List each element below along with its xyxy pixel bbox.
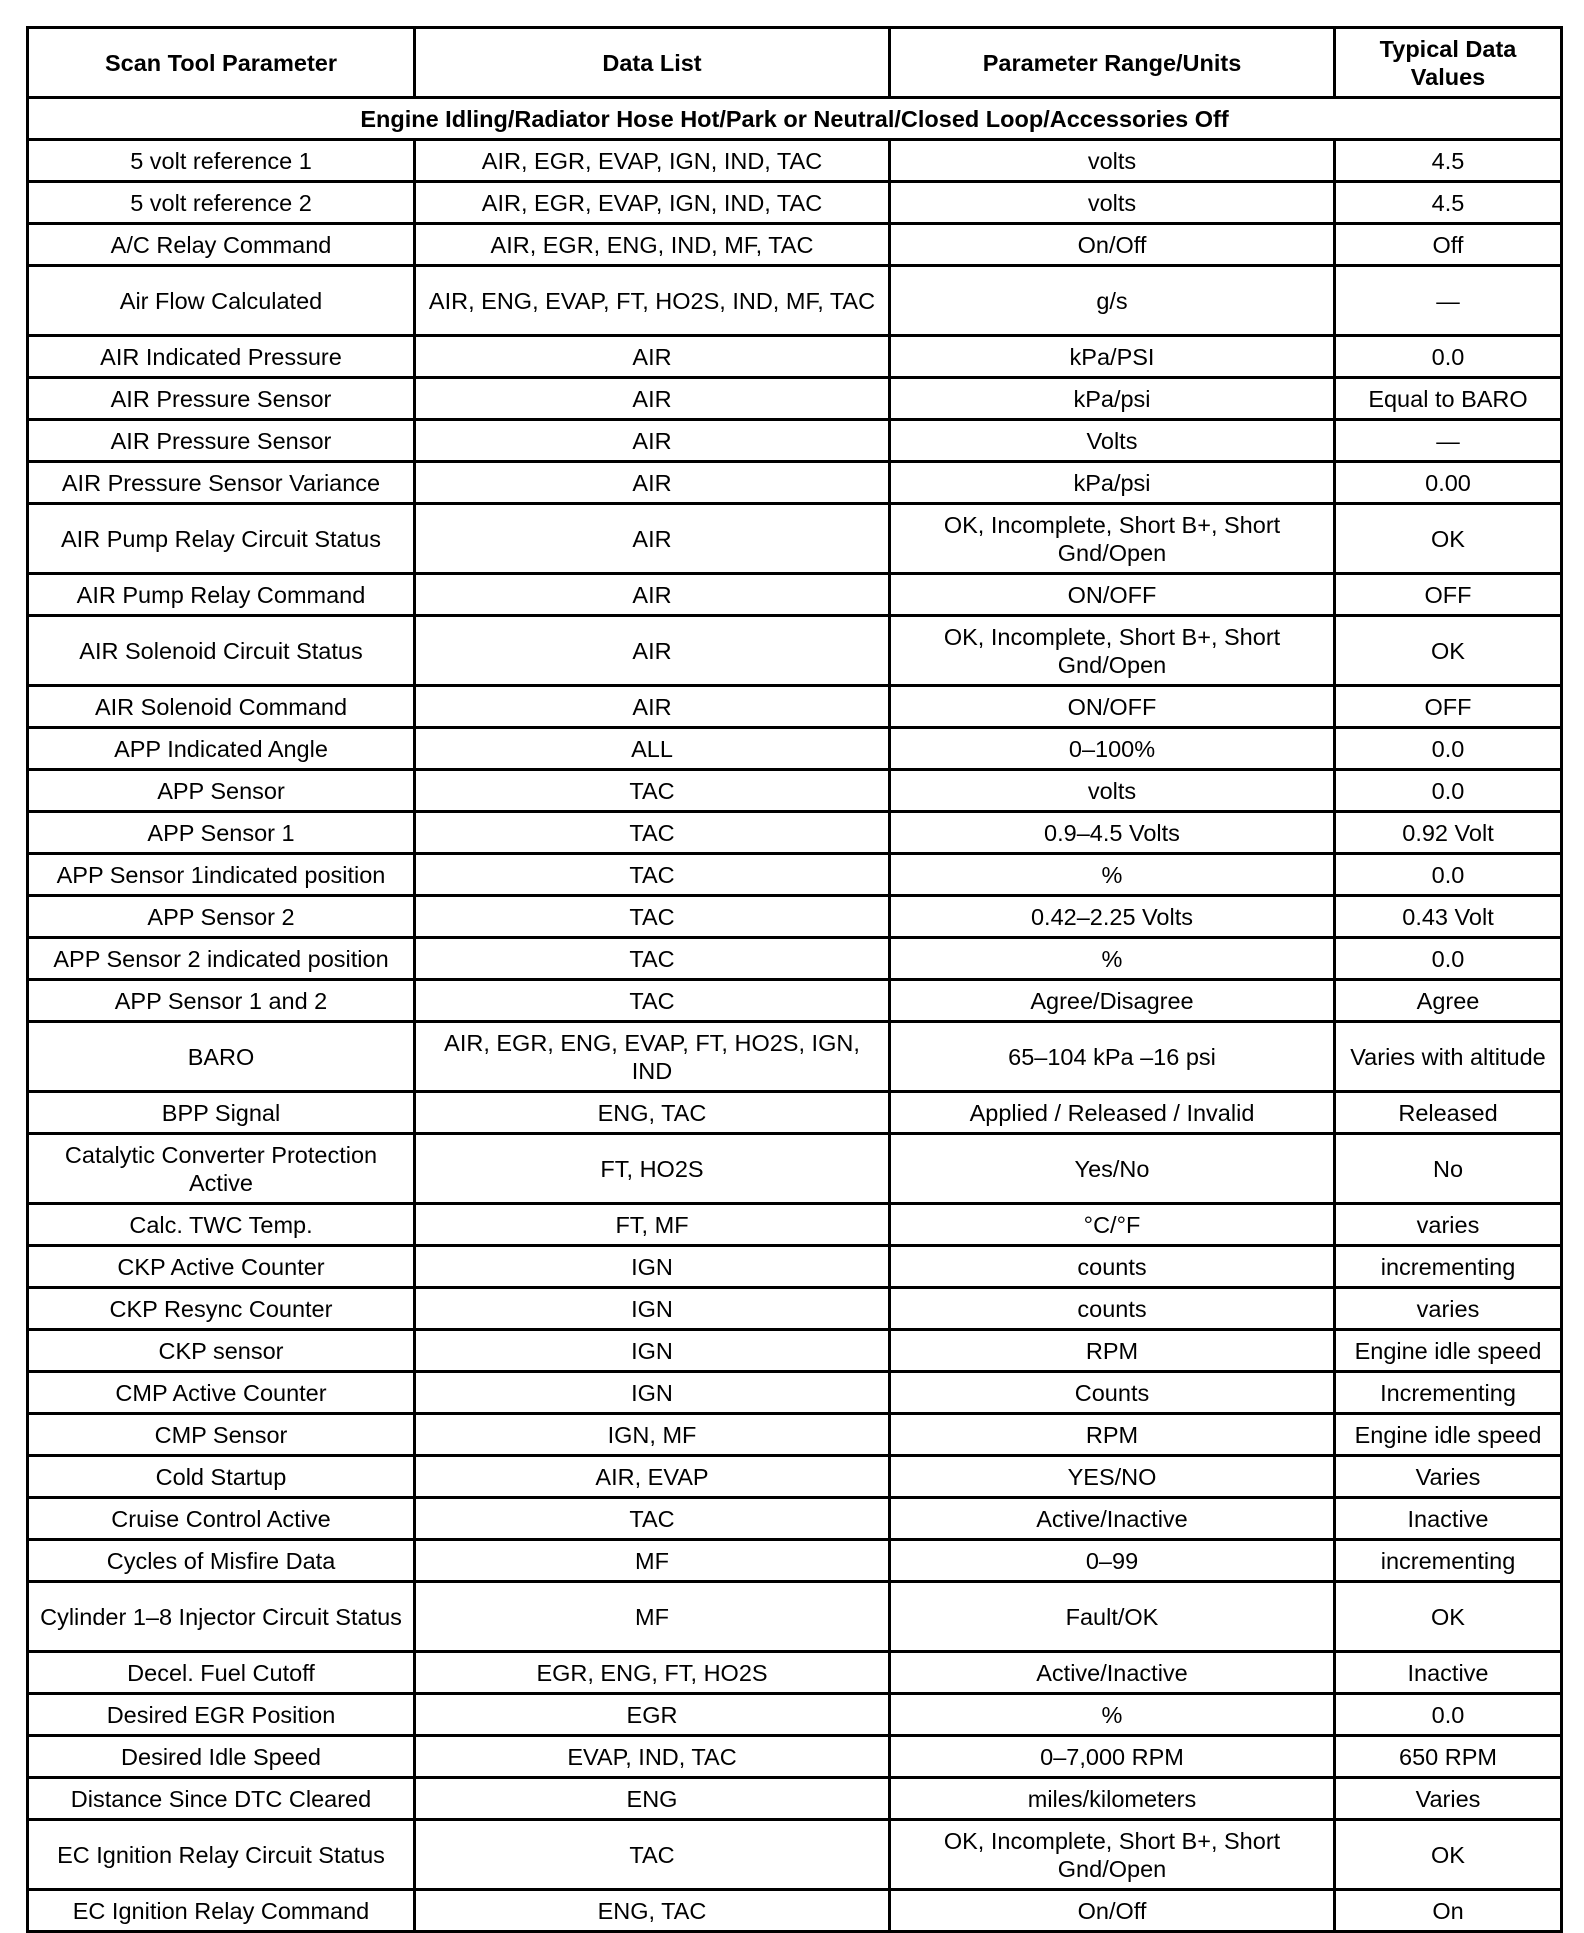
cell-data-list: MF — [415, 1540, 890, 1582]
cell-range-units: OK, Incomplete, Short B+, Short Gnd/Open — [890, 616, 1335, 686]
cell-range-units: 0.42–2.25 Volts — [890, 896, 1335, 938]
cell-typical-value: 0.0 — [1335, 938, 1562, 980]
header-row — [28, 28, 1562, 98]
cell-parameter: AIR Pressure Sensor — [28, 420, 415, 462]
table-row — [28, 1820, 1562, 1890]
cell-typical-value: 4.5 — [1335, 182, 1562, 224]
table-row — [28, 770, 1562, 812]
cell-range-units: g/s — [890, 266, 1335, 336]
cell-range-units: kPa/psi — [890, 462, 1335, 504]
cell-parameter: EC Ignition Relay Circuit Status — [28, 1820, 415, 1890]
cell-typical-value: Varies — [1335, 1778, 1562, 1820]
table-row — [28, 938, 1562, 980]
cell-typical-value: OFF — [1335, 686, 1562, 728]
cell-range-units: On/Off — [890, 1890, 1335, 1932]
cell-typical-value: OK — [1335, 504, 1562, 574]
cell-parameter: Desired EGR Position — [28, 1694, 415, 1736]
cell-data-list: AIR, EGR, ENG, EVAP, FT, HO2S, IGN, IND — [415, 1022, 890, 1092]
cell-typical-value: Inactive — [1335, 1652, 1562, 1694]
cell-typical-value: Varies — [1335, 1456, 1562, 1498]
cell-parameter: CKP Resync Counter — [28, 1288, 415, 1330]
cell-data-list: AIR — [415, 462, 890, 504]
cell-range-units: YES/NO — [890, 1456, 1335, 1498]
cell-typical-value: — — [1335, 266, 1562, 336]
cell-parameter: APP Sensor 2 — [28, 896, 415, 938]
table-row — [28, 140, 1562, 182]
cell-parameter: Cold Startup — [28, 1456, 415, 1498]
cell-parameter: APP Indicated Angle — [28, 728, 415, 770]
table-row — [28, 1652, 1562, 1694]
cell-data-list: IGN — [415, 1288, 890, 1330]
cell-typical-value: OK — [1335, 616, 1562, 686]
cell-range-units: counts — [890, 1288, 1335, 1330]
cell-data-list: IGN, MF — [415, 1414, 890, 1456]
table-row — [28, 980, 1562, 1022]
table-row — [28, 1372, 1562, 1414]
table-row — [28, 420, 1562, 462]
cell-range-units: 0–100% — [890, 728, 1335, 770]
cell-parameter: AIR Solenoid Circuit Status — [28, 616, 415, 686]
cell-parameter: Cruise Control Active — [28, 1498, 415, 1540]
table-row — [28, 182, 1562, 224]
cell-data-list: IGN — [415, 1330, 890, 1372]
cell-parameter: A/C Relay Command — [28, 224, 415, 266]
table-row — [28, 224, 1562, 266]
table-row — [28, 1134, 1562, 1204]
cell-data-list: TAC — [415, 896, 890, 938]
cell-parameter: APP Sensor — [28, 770, 415, 812]
cell-typical-value: 0.0 — [1335, 728, 1562, 770]
cell-data-list: TAC — [415, 1820, 890, 1890]
cell-data-list: FT, HO2S — [415, 1134, 890, 1204]
table-row — [28, 896, 1562, 938]
cell-parameter: CKP Active Counter — [28, 1246, 415, 1288]
table-row — [28, 1890, 1562, 1932]
cell-range-units: 65–104 kPa –16 psi — [890, 1022, 1335, 1092]
cell-data-list: ALL — [415, 728, 890, 770]
cell-parameter: Desired Idle Speed — [28, 1736, 415, 1778]
cell-parameter: APP Sensor 1indicated position — [28, 854, 415, 896]
section-title: Engine Idling/Radiator Hose Hot/Park or Neutral/Closed Loop/Accessories Off — [28, 98, 1562, 140]
section-row — [28, 98, 1562, 140]
cell-typical-value: Off — [1335, 224, 1562, 266]
cell-parameter: APP Sensor 2 indicated position — [28, 938, 415, 980]
cell-range-units: RPM — [890, 1330, 1335, 1372]
cell-typical-value: 0.0 — [1335, 770, 1562, 812]
cell-typical-value: 0.00 — [1335, 462, 1562, 504]
cell-range-units: Agree/Disagree — [890, 980, 1335, 1022]
cell-typical-value: incrementing — [1335, 1246, 1562, 1288]
cell-range-units: Fault/OK — [890, 1582, 1335, 1652]
table-row — [28, 1778, 1562, 1820]
cell-typical-value: OK — [1335, 1820, 1562, 1890]
cell-data-list: TAC — [415, 980, 890, 1022]
table-body — [28, 98, 1562, 1932]
cell-range-units: % — [890, 1694, 1335, 1736]
cell-data-list: AIR — [415, 574, 890, 616]
table-row — [28, 1498, 1562, 1540]
table-row — [28, 336, 1562, 378]
table-row — [28, 462, 1562, 504]
cell-typical-value: 0.0 — [1335, 336, 1562, 378]
cell-typical-value: Engine idle speed — [1335, 1414, 1562, 1456]
table-row — [28, 378, 1562, 420]
table-row — [28, 686, 1562, 728]
table-row — [28, 1540, 1562, 1582]
table-row — [28, 1456, 1562, 1498]
cell-typical-value: OK — [1335, 1582, 1562, 1652]
cell-parameter: Distance Since DTC Cleared — [28, 1778, 415, 1820]
cell-parameter: BARO — [28, 1022, 415, 1092]
cell-typical-value: varies — [1335, 1288, 1562, 1330]
cell-data-list: AIR — [415, 336, 890, 378]
cell-data-list: TAC — [415, 812, 890, 854]
cell-parameter: Cycles of Misfire Data — [28, 1540, 415, 1582]
cell-typical-value: Equal to BARO — [1335, 378, 1562, 420]
scan-tool-data-table — [26, 26, 1563, 1933]
cell-parameter: AIR Pump Relay Circuit Status — [28, 504, 415, 574]
cell-range-units: Counts — [890, 1372, 1335, 1414]
cell-typical-value: Inactive — [1335, 1498, 1562, 1540]
cell-data-list: AIR — [415, 616, 890, 686]
cell-data-list: MF — [415, 1582, 890, 1652]
table-row — [28, 1288, 1562, 1330]
cell-range-units: °C/°F — [890, 1204, 1335, 1246]
table-row — [28, 1736, 1562, 1778]
cell-data-list: AIR — [415, 686, 890, 728]
cell-data-list: AIR — [415, 504, 890, 574]
cell-parameter: Cylinder 1–8 Injector Circuit Status — [28, 1582, 415, 1652]
cell-parameter: AIR Pump Relay Command — [28, 574, 415, 616]
cell-typical-value: — — [1335, 420, 1562, 462]
cell-range-units: ON/OFF — [890, 574, 1335, 616]
cell-typical-value: Engine idle speed — [1335, 1330, 1562, 1372]
cell-parameter: CMP Sensor — [28, 1414, 415, 1456]
cell-range-units: volts — [890, 770, 1335, 812]
cell-parameter: APP Sensor 1 — [28, 812, 415, 854]
cell-data-list: ENG, TAC — [415, 1890, 890, 1932]
cell-typical-value: Varies with altitude — [1335, 1022, 1562, 1092]
cell-data-list: TAC — [415, 854, 890, 896]
table-row — [28, 1414, 1562, 1456]
table-row — [28, 1204, 1562, 1246]
cell-parameter: Catalytic Converter Protection Active — [28, 1134, 415, 1204]
cell-range-units: volts — [890, 140, 1335, 182]
cell-data-list: AIR, EVAP — [415, 1456, 890, 1498]
cell-parameter: CMP Active Counter — [28, 1372, 415, 1414]
cell-data-list: IGN — [415, 1246, 890, 1288]
table-row — [28, 1582, 1562, 1652]
table-row — [28, 574, 1562, 616]
cell-typical-value: varies — [1335, 1204, 1562, 1246]
cell-range-units: Applied / Released / Invalid — [890, 1092, 1335, 1134]
header-scan-tool-parameter: Scan Tool Parameter — [28, 28, 415, 98]
cell-range-units: kPa/psi — [890, 378, 1335, 420]
cell-range-units: kPa/PSI — [890, 336, 1335, 378]
cell-data-list: AIR, EGR, EVAP, IGN, IND, TAC — [415, 182, 890, 224]
cell-parameter: AIR Solenoid Command — [28, 686, 415, 728]
cell-parameter: AIR Indicated Pressure — [28, 336, 415, 378]
table-row — [28, 1092, 1562, 1134]
header-typical-data-values: Typical Data Values — [1335, 28, 1562, 98]
cell-parameter: BPP Signal — [28, 1092, 415, 1134]
cell-data-list: ENG, TAC — [415, 1092, 890, 1134]
cell-parameter: 5 volt reference 1 — [28, 140, 415, 182]
cell-parameter: CKP sensor — [28, 1330, 415, 1372]
header-parameter-range-units: Parameter Range/Units — [890, 28, 1335, 98]
cell-parameter: Air Flow Calculated — [28, 266, 415, 336]
table-row — [28, 812, 1562, 854]
cell-parameter: Decel. Fuel Cutoff — [28, 1652, 415, 1694]
cell-typical-value: 0.92 Volt — [1335, 812, 1562, 854]
cell-data-list: IGN — [415, 1372, 890, 1414]
table-row — [28, 1694, 1562, 1736]
cell-range-units: RPM — [890, 1414, 1335, 1456]
cell-data-list: TAC — [415, 938, 890, 980]
cell-data-list: TAC — [415, 1498, 890, 1540]
table-row — [28, 616, 1562, 686]
cell-data-list: AIR, EGR, EVAP, IGN, IND, TAC — [415, 140, 890, 182]
cell-range-units: Active/Inactive — [890, 1498, 1335, 1540]
cell-typical-value: Released — [1335, 1092, 1562, 1134]
cell-typical-value: Agree — [1335, 980, 1562, 1022]
cell-typical-value: OFF — [1335, 574, 1562, 616]
cell-range-units: miles/kilometers — [890, 1778, 1335, 1820]
table-row — [28, 1246, 1562, 1288]
table-row — [28, 266, 1562, 336]
cell-typical-value: On — [1335, 1890, 1562, 1932]
cell-range-units: Yes/No — [890, 1134, 1335, 1204]
cell-data-list: ENG — [415, 1778, 890, 1820]
cell-typical-value: 650 RPM — [1335, 1736, 1562, 1778]
cell-data-list: EGR — [415, 1694, 890, 1736]
cell-data-list: AIR, ENG, EVAP, FT, HO2S, IND, MF, TAC — [415, 266, 890, 336]
table-row — [28, 1022, 1562, 1092]
cell-typical-value: 0.0 — [1335, 854, 1562, 896]
table-row — [28, 854, 1562, 896]
cell-data-list: AIR — [415, 378, 890, 420]
cell-range-units: % — [890, 938, 1335, 980]
cell-range-units: ON/OFF — [890, 686, 1335, 728]
table-row — [28, 728, 1562, 770]
cell-data-list: EVAP, IND, TAC — [415, 1736, 890, 1778]
cell-range-units: OK, Incomplete, Short B+, Short Gnd/Open — [890, 504, 1335, 574]
cell-data-list: FT, MF — [415, 1204, 890, 1246]
cell-parameter: Calc. TWC Temp. — [28, 1204, 415, 1246]
cell-data-list: AIR — [415, 420, 890, 462]
header-data-list: Data List — [415, 28, 890, 98]
cell-parameter: EC Ignition Relay Command — [28, 1890, 415, 1932]
cell-range-units: 0.9–4.5 Volts — [890, 812, 1335, 854]
cell-typical-value: Incrementing — [1335, 1372, 1562, 1414]
cell-typical-value: 0.0 — [1335, 1694, 1562, 1736]
cell-data-list: TAC — [415, 770, 890, 812]
cell-parameter: APP Sensor 1 and 2 — [28, 980, 415, 1022]
cell-range-units: OK, Incomplete, Short B+, Short Gnd/Open — [890, 1820, 1335, 1890]
cell-typical-value: 0.43 Volt — [1335, 896, 1562, 938]
cell-range-units: volts — [890, 182, 1335, 224]
table-row — [28, 1330, 1562, 1372]
cell-range-units: % — [890, 854, 1335, 896]
cell-range-units: Volts — [890, 420, 1335, 462]
cell-typical-value: incrementing — [1335, 1540, 1562, 1582]
cell-typical-value: No — [1335, 1134, 1562, 1204]
cell-range-units: 0–7,000 RPM — [890, 1736, 1335, 1778]
cell-parameter: AIR Pressure Sensor — [28, 378, 415, 420]
cell-range-units: On/Off — [890, 224, 1335, 266]
cell-data-list: AIR, EGR, ENG, IND, MF, TAC — [415, 224, 890, 266]
cell-range-units: counts — [890, 1246, 1335, 1288]
table-row — [28, 504, 1562, 574]
cell-typical-value: 4.5 — [1335, 140, 1562, 182]
cell-range-units: Active/Inactive — [890, 1652, 1335, 1694]
cell-data-list: EGR, ENG, FT, HO2S — [415, 1652, 890, 1694]
cell-range-units: 0–99 — [890, 1540, 1335, 1582]
cell-parameter: AIR Pressure Sensor Variance — [28, 462, 415, 504]
cell-parameter: 5 volt reference 2 — [28, 182, 415, 224]
